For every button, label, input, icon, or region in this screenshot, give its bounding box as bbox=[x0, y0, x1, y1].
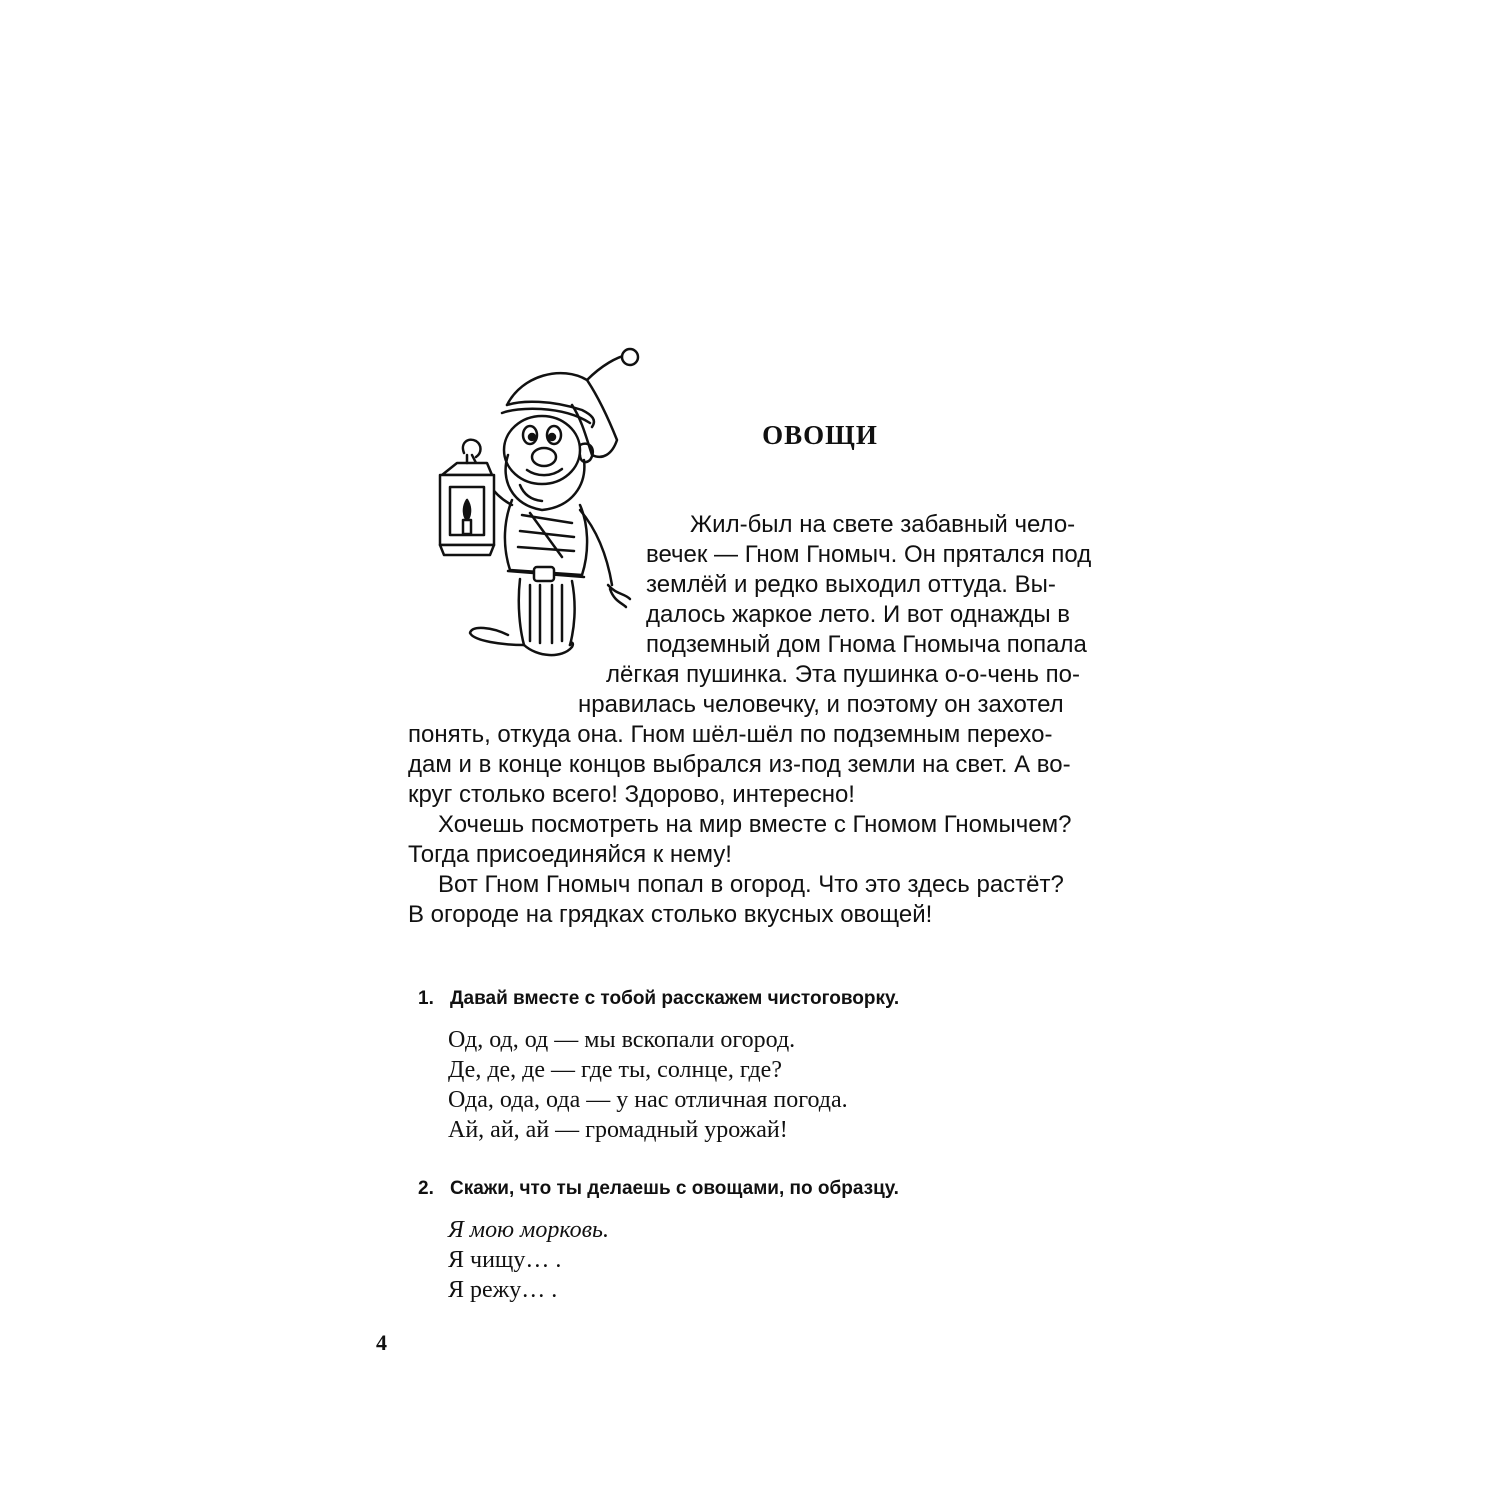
task-2-heading bbox=[418, 1178, 899, 1200]
story-line: В огороде на грядках столько вкусных овощей! bbox=[408, 901, 933, 928]
story-line: понять, откуда она. Гном шёл-шёл по подземным перехо- bbox=[408, 721, 1053, 748]
verse-line: Де, де, де — где ты, солнце, где? bbox=[448, 1057, 782, 1083]
answer-line: Я режу… . bbox=[448, 1277, 558, 1303]
page-title: ОВОЩИ bbox=[762, 420, 878, 450]
task-instruction: Скажи, что ты делаешь с овощами, по образцу. bbox=[450, 1178, 899, 1199]
task-1-heading bbox=[418, 988, 899, 1010]
task-2-examples bbox=[448, 1215, 609, 1305]
story-line: Тогда присоединяйся к нему! bbox=[408, 841, 732, 868]
story-line: землёй и редко выходил оттуда. Вы- bbox=[646, 571, 1056, 598]
example-line: Я мою морковь. bbox=[448, 1217, 609, 1243]
story-line: вечек — Гном Гномыч. Он прятался под bbox=[646, 541, 1092, 568]
story-line: Вот Гном Гномыч попал в огород. Что это здесь растёт? bbox=[438, 871, 1064, 898]
verse-line: Ода, ода, ода — у нас отличная погода. bbox=[448, 1087, 848, 1113]
verse-line: Ай, ай, ай — громадный урожай! bbox=[448, 1117, 788, 1143]
story-line: подземный дом Гнома Гномыча попала bbox=[646, 631, 1087, 658]
task-1-verse bbox=[448, 1025, 848, 1145]
answer-line: Я чищу… . bbox=[448, 1247, 562, 1273]
story-line: круг столько всего! Здорово, интересно! bbox=[408, 781, 855, 808]
story-line: дам и в конце концов выбрался из-под земли на свет. А во- bbox=[408, 751, 1071, 778]
story-line: Хочешь посмотреть на мир вместе с Гномом Гномычем? bbox=[438, 811, 1072, 838]
story-line: нравилась человечку, и поэтому он захотел bbox=[578, 691, 1064, 718]
task-number: 2. bbox=[418, 1178, 434, 1199]
verse-line: Од, од, од — мы вскопали огород. bbox=[448, 1027, 796, 1053]
story-line: далось жаркое лето. И вот однажды в bbox=[646, 601, 1071, 628]
story-line: лёгкая пушинка. Эта пушинка о-о-чень по- bbox=[606, 661, 1080, 688]
task-number: 1. bbox=[418, 988, 434, 1009]
story-line: Жил-был на свете забавный чело- bbox=[690, 511, 1076, 538]
task-instruction: Давай вместе с тобой расскажем чистоговорку. bbox=[450, 988, 900, 1009]
page-number: 4 bbox=[376, 1330, 387, 1355]
